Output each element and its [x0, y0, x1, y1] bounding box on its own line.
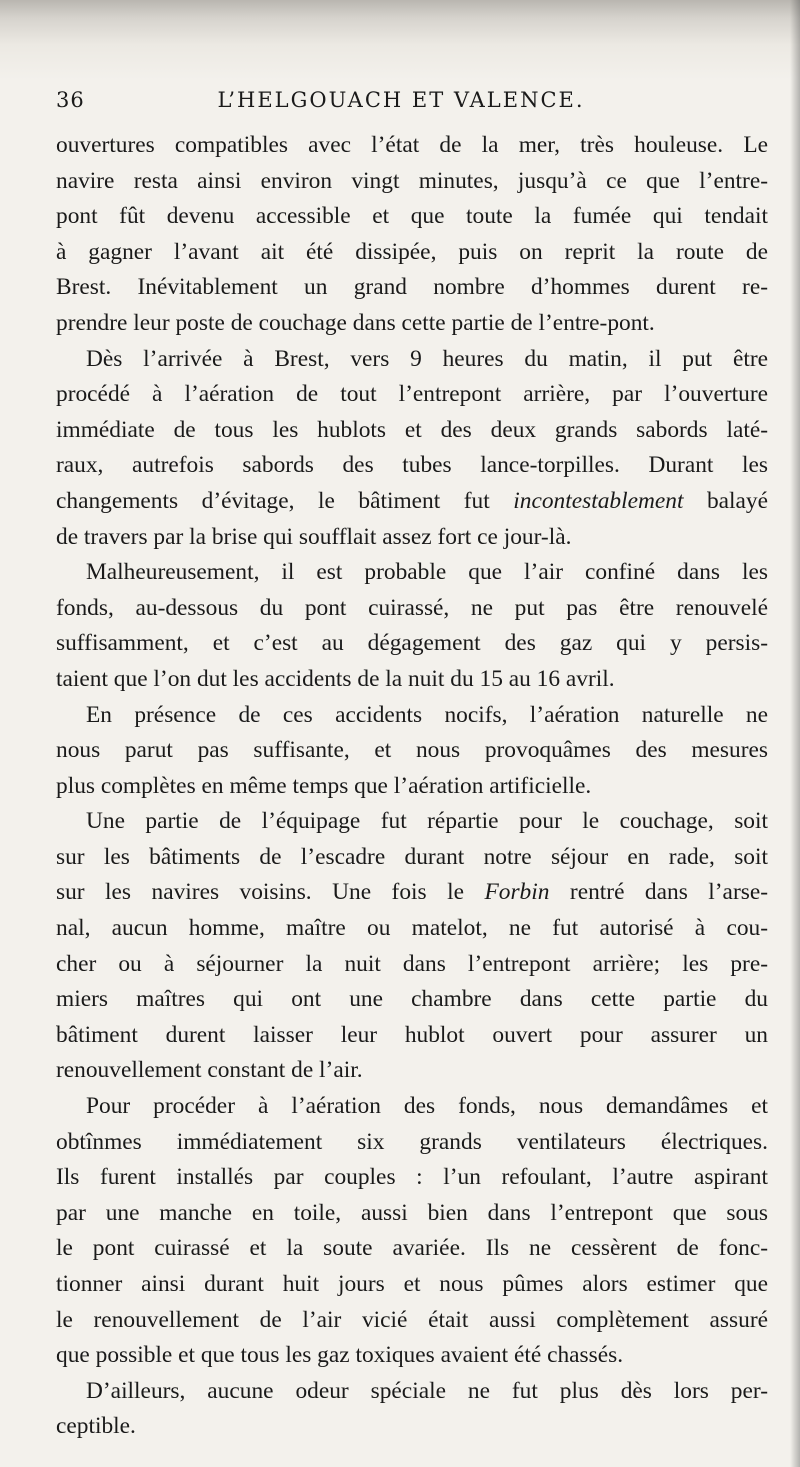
text-line: par une manche en toile, aussi bien dans l’entrepont que sous: [56, 1199, 768, 1226]
page-number: 36: [56, 88, 85, 112]
text-line: obtînmes immédiatement six grands ventilateurs électriques.: [56, 1128, 768, 1155]
paragraph: [56, 804, 768, 1089]
text-line: ouvertures compatibles avec l’état de la mer, très houleuse. Le: [56, 132, 768, 158]
text-line: pont fût devenu accessible et que toute la fumée qui tendait: [56, 203, 768, 230]
text-line: fonds, au-dessous du pont cuirassé, ne put pas être renouvelé: [56, 594, 768, 621]
text-line: sur les bâtiments de l’escadre durant notre séjour en rade, soit: [56, 843, 768, 870]
text-line: navire resta ainsi environ vingt minutes, jusqu’à ce que l’entre-: [56, 167, 768, 194]
paragraph: [56, 1374, 768, 1445]
paragraph: [56, 128, 768, 342]
text-line: plus complètes en même temps que l’aération artificielle.: [56, 772, 592, 799]
body-text: [56, 128, 768, 1445]
paragraph: [56, 1089, 768, 1374]
text-line: Ils furent installés par couples : l’un refoulant, l’autre aspirant: [56, 1164, 768, 1191]
text-line: suffisamment, et c’est au dégagement des gaz qui y persis-: [56, 630, 768, 657]
text-line: sur les navires voisins. Une fois le Forbin rentré dans l’arse-: [56, 879, 769, 906]
text-line: renouvellement constant de l’air.: [56, 1057, 363, 1084]
text-line: Brest. Inévitablement un grand nombre d’hommes durent re-: [56, 274, 768, 301]
paragraph: [56, 555, 768, 697]
text-line: prendre leur poste de couchage dans cette partie de l’entre-pont.: [56, 309, 655, 336]
text-line: nous parut pas suffisante, et nous provoquâmes des mesures: [56, 737, 768, 764]
text-line: raux, autrefois sabords des tubes lance-torpilles. Durant les: [56, 452, 768, 479]
text-line: tionner ainsi durant huit jours et nous pûmes alors estimer que: [56, 1271, 768, 1297]
paragraph: [56, 698, 768, 805]
page-header: [56, 88, 746, 118]
text-line: procédé à l’aération de tout l’entrepont arrière, par l’ouverture: [56, 381, 768, 408]
text-line: Pour procéder à l’aération des fonds, nous demandâmes et: [86, 1093, 768, 1120]
text-line: Dès l’arrivée à Brest, vers 9 heures du matin, il put être: [86, 345, 768, 372]
text-line: nal, aucun homme, maître ou matelot, ne fut autorisé à cou-: [56, 915, 768, 942]
text-line: taient que l’on dut les accidents de la nuit du 15 au 16 avril.: [56, 665, 615, 692]
text-line: cher ou à séjourner la nuit dans l’entrepont arrière; les pre-: [56, 950, 768, 977]
text-line: à gagner l’avant ait été dissipée, puis on reprit la route de: [56, 238, 768, 265]
text-line: bâtiment durent laisser leur hublot ouvert pour assurer un: [56, 1021, 768, 1048]
running-title: L’HELGOUACH ET VALENCE.: [217, 88, 585, 112]
text-line: le pont cuirassé et la soute avariée. Ils ne cessèrent de fonc-: [56, 1235, 768, 1262]
text-line: D’ailleurs, aucune odeur spéciale ne fut plus dès lors per-: [86, 1377, 768, 1404]
paragraph: [56, 342, 768, 556]
text-line: immédiate de tous les hublots et des deux grands sabords laté-: [56, 416, 768, 443]
page-edge-shadow: [790, 0, 800, 1467]
text-line: de travers par la brise qui soufflait assez fort ce jour-là.: [56, 523, 572, 550]
text-line: que possible et que tous les gaz toxiques avaient été chassés.: [56, 1342, 624, 1369]
text-line: En présence de ces accidents nocifs, l’aération naturelle ne: [86, 701, 768, 728]
italic-word: incontestablement: [513, 487, 684, 514]
text-line: ceptible.: [56, 1413, 136, 1440]
text-line: Une partie de l’équipage fut répartie pour le couchage, soit: [86, 808, 768, 835]
text-line: le renouvellement de l’air vicié était aussi complètement assuré: [56, 1306, 768, 1333]
italic-word: Forbin: [484, 879, 550, 906]
text-line: miers maîtres qui ont une chambre dans cette partie du: [56, 986, 768, 1013]
text-line: changements d’évitage, le bâtiment fut incontestablement balayé: [56, 487, 768, 514]
text-line: Malheureusement, il est probable que l’air confiné dans les: [86, 559, 768, 586]
